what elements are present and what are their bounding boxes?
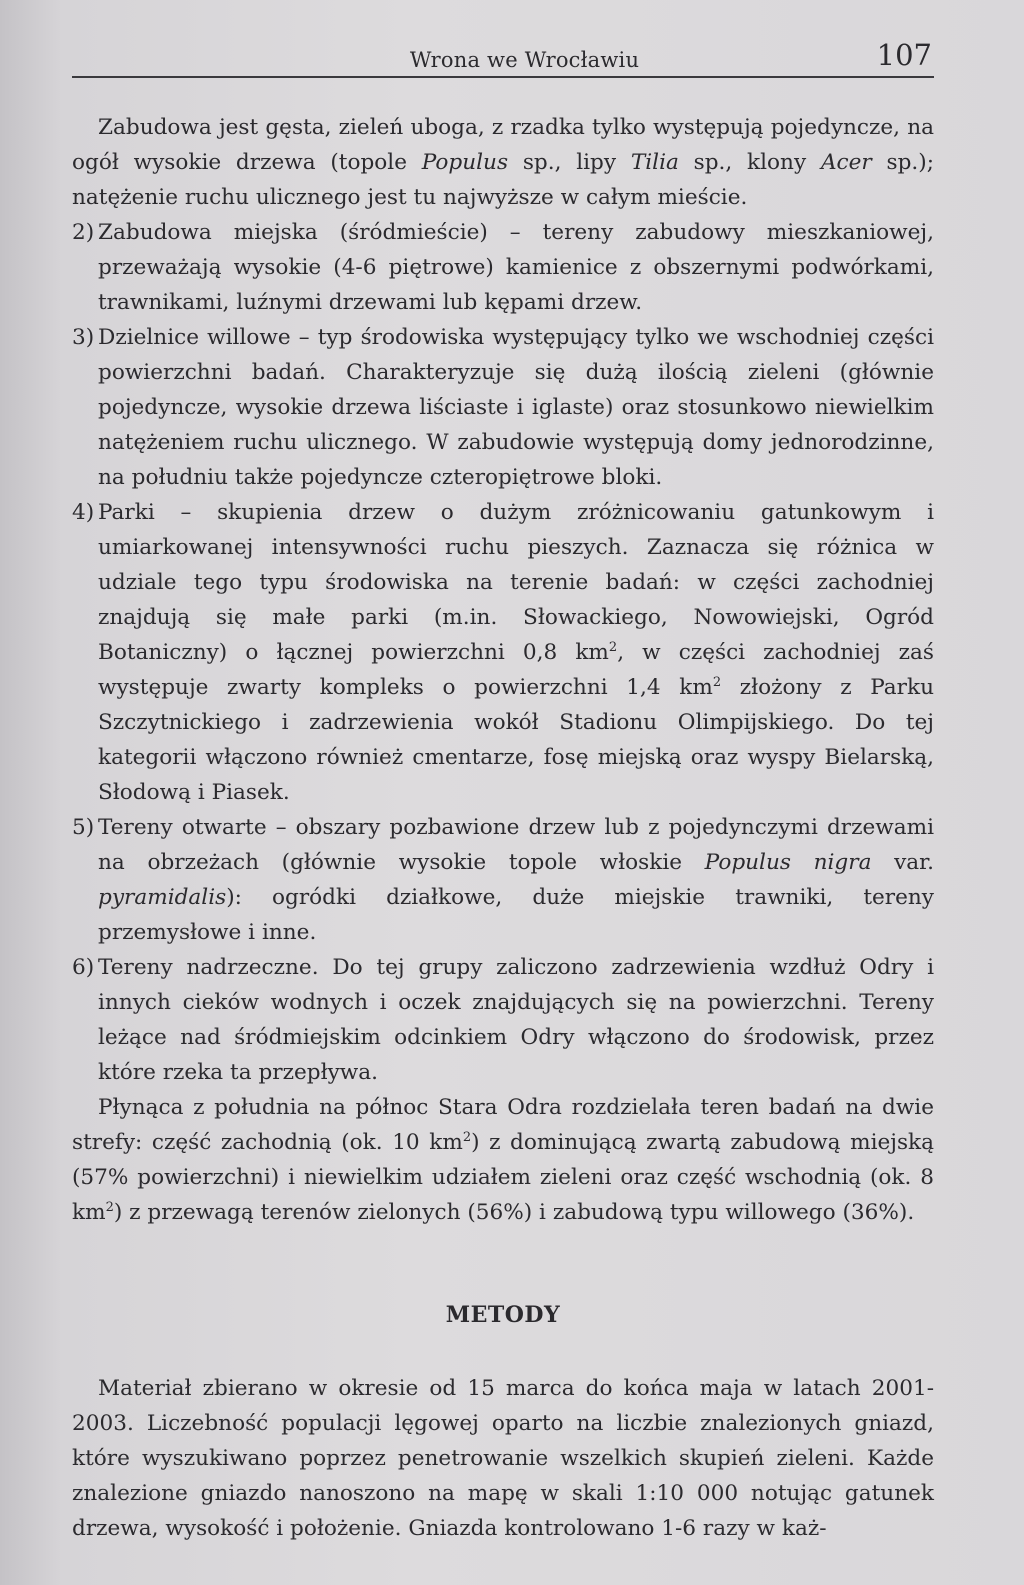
text-run: Płynąca z południa na północ Stara Odra rozdzielała teren badań na dwie strefy: część zachodnią (ok. 10 km [72, 1095, 934, 1155]
text-run: sp., lipy [508, 150, 631, 175]
species-name: Tilia [630, 150, 679, 175]
list-item-text: Zabudowa miejska (śródmieście) – tereny zabudowy mieszkaniowej, przeważają wysokie (4-6 piętrowe) kamienice z obszernymi podwórkami, trawnikami, luźnymi drzewami lub kępami drzew. [98, 220, 934, 315]
text-run: Parki – skupienia drzew o dużym zróżnicowaniu gatunkowym i umiarkowanej intensywności ruchu pieszych. Zaznacza się różnica w udziale tego typu środowiska na terenie badań: w części zachodniej znajdują się małe parki (m.in. Słowackiego, Nowowiejski, Ogród Botaniczny) o łącznej powierzchni 0,8 km [98, 500, 934, 665]
species-name: Acer [820, 150, 872, 175]
text-run: , w części zachodniej zaś występuje zwarty kompleks o powierzchni 1,4 km [98, 640, 934, 700]
text-run: złożony z Parku Szczytnickiego i zadrzewienia wokół Stadionu Olimpijskiego. Do tej kategorii włączono również cmentarze, fosę miejską oraz wyspy Bielarską, Słodową i Piasek. [98, 675, 934, 805]
species-name: Populus [421, 150, 509, 175]
list-number: 5) [72, 815, 95, 840]
paragraph-intro [72, 110, 934, 215]
text-run: ) z przewagą terenów zielonych (56%) i zabudową typu willowego (36%). [113, 1200, 915, 1225]
superscript: 2 [712, 675, 722, 690]
list-item-text: Tereny nadrzeczne. Do tej grupy zaliczono zadrzewienia wzdłuż Odry i innych cieków wodnych i oczek znajdujących się na powierzchni. Tereny leżące nad śródmiejskim odcinkiem Odry włączono do środowisk, przez które rzeka ta przepływa. [98, 955, 934, 1085]
text-run: Zabudowa jest gęsta, zieleń uboga, z rzadka tylko występują pojedyncze, na ogół wysokie drzewa (topole [72, 115, 934, 175]
superscript: 2 [105, 1200, 114, 1215]
body-text [72, 110, 934, 1546]
list-number: 4) [72, 500, 95, 525]
superscript: 2 [462, 1130, 472, 1145]
list-number: 2) [72, 220, 95, 245]
page-number: 107 [876, 38, 932, 72]
text-run: Tereny otwarte – obszary pozbawione drzew lub z pojedynczymi drzewami na obrzeżach (głównie wysokie topole włoskie [98, 815, 934, 875]
list-number: 3) [72, 325, 95, 350]
paragraph-methods: Materiał zbierano w okresie od 15 marca do końca maja w latach 2001-2003. Liczebność populacji lęgowej oparto na liczbie znalezionych gniazd, które wyszukiwano poprzez penetrowanie wszelkich skupień zieleni. Każde znalezione gniazdo nanoszono na mapę w skali 1:10 000 notując gatunek drzewa, wysokość i położenie. Gniazda kontrolowano 1-6 razy w każ- [72, 1376, 934, 1541]
page-header [72, 40, 934, 78]
list-item-2 [72, 215, 934, 320]
running-title: Wrona we Wrocławiu [409, 48, 640, 72]
species-name: pyramidalis [98, 885, 227, 910]
species-name: Populus nigra [704, 850, 872, 875]
text-run: sp.); natężenie ruchu ulicznego jest tu najwyższe w całym mieście. [72, 150, 934, 210]
list-item-4 [72, 495, 934, 810]
text-run: ) z dominującą zwartą zabudową miejską (57% powierzchni) i niewielkim udziałem zieleni oraz część wschodnią (ok. 8 km [72, 1130, 934, 1225]
text-run: ): ogródki działkowe, duże miejskie trawniki, tereny przemysłowe i inne. [98, 885, 934, 945]
text-run: sp., klony [678, 150, 821, 175]
list-number: 6) [72, 955, 95, 980]
list-item-3 [72, 320, 934, 495]
text-run: var. [871, 850, 934, 875]
section-heading: METODY [445, 1302, 561, 1328]
list-item-6 [72, 950, 934, 1090]
list-item-text: Dzielnice willowe – typ środowiska występujący tylko we wschodniej części powierzchni badań. Charakteryzuje się dużą ilością zieleni (głównie pojedyncze, wysokie drzewa liściaste i iglaste) oraz stosunkowo niewielkim natężeniem ruchu ulicznego. W zabudowie występują domy jednorodzinne, na południu także pojedyncze czteropiętrowe bloki. [98, 325, 934, 490]
superscript: 2 [608, 640, 618, 655]
paragraph-odra [72, 1090, 934, 1230]
list-item-5 [72, 810, 934, 950]
